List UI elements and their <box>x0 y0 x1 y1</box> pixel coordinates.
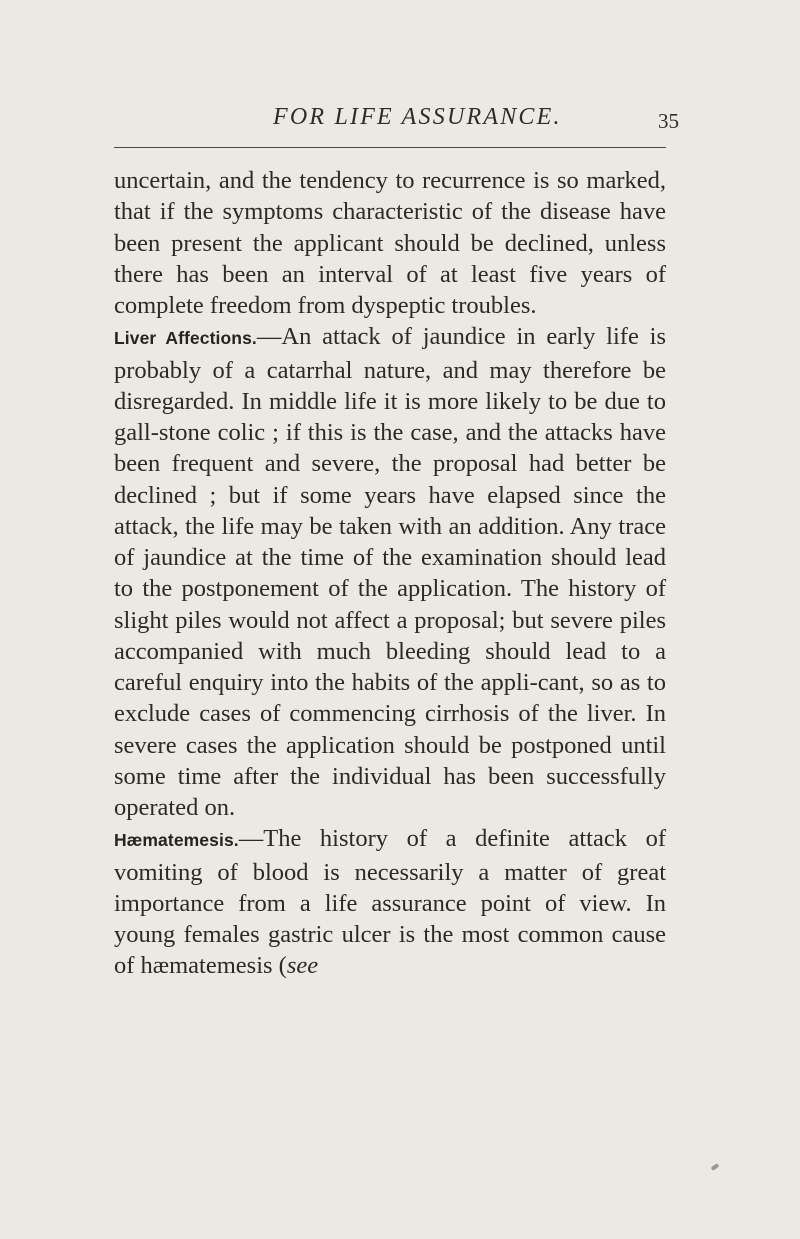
paragraph-liver-affections <box>114 321 666 823</box>
paragraph-text: —The history of a definite attack of vomiting of blood is necessarily a matter of great importance from a life assurance point of view. In young females gastric ulcer is the most common cause of hæmatemesis ( <box>114 825 666 980</box>
page-header <box>0 104 800 134</box>
paragraph-text: —An attack of jaundice in early life is probably of a catarrhal nature, and may therefore be disregarded. In middle life it is more likely to be due to gall-stone colic ; if this is the case, and the attacks have been frequent and severe, the proposal had better be declined ; but if some years have elapsed since the attack, the life may be taken with an addition. Any trace of jaundice at the time of the examination should lead to the postponement of the application. The history of slight piles would not affect a proposal; but severe piles accompanied with much bleeding should lead to a careful enquiry into the habits of the appli-cant, so as to exclude cases of commencing cirrhosis of the liver. In severe cases the application should be postponed until some time after the individual has been successfully operated on. <box>114 323 666 821</box>
paragraph-haematemesis <box>114 823 666 981</box>
paragraph-dyspepsia <box>114 165 666 321</box>
body-text <box>114 165 666 982</box>
italic-see: see <box>286 952 319 980</box>
side-heading-haematemesis: Hæmatemesis. <box>114 830 239 851</box>
page-number: 35 <box>658 109 679 133</box>
side-heading-liver-affections: Liver Affections. <box>114 328 257 349</box>
paragraph-text: uncertain, and the tendency to recurrence is so marked, that if the symptoms characteristic of the disease have been present the applicant should be declined, unless there has been an interval of at least five years of complete freedom from dyspeptic troubles. <box>114 167 666 319</box>
running-head: FOR LIFE ASSURANCE. <box>273 104 562 130</box>
header-rule <box>114 147 666 148</box>
paper-speck <box>711 1163 720 1171</box>
